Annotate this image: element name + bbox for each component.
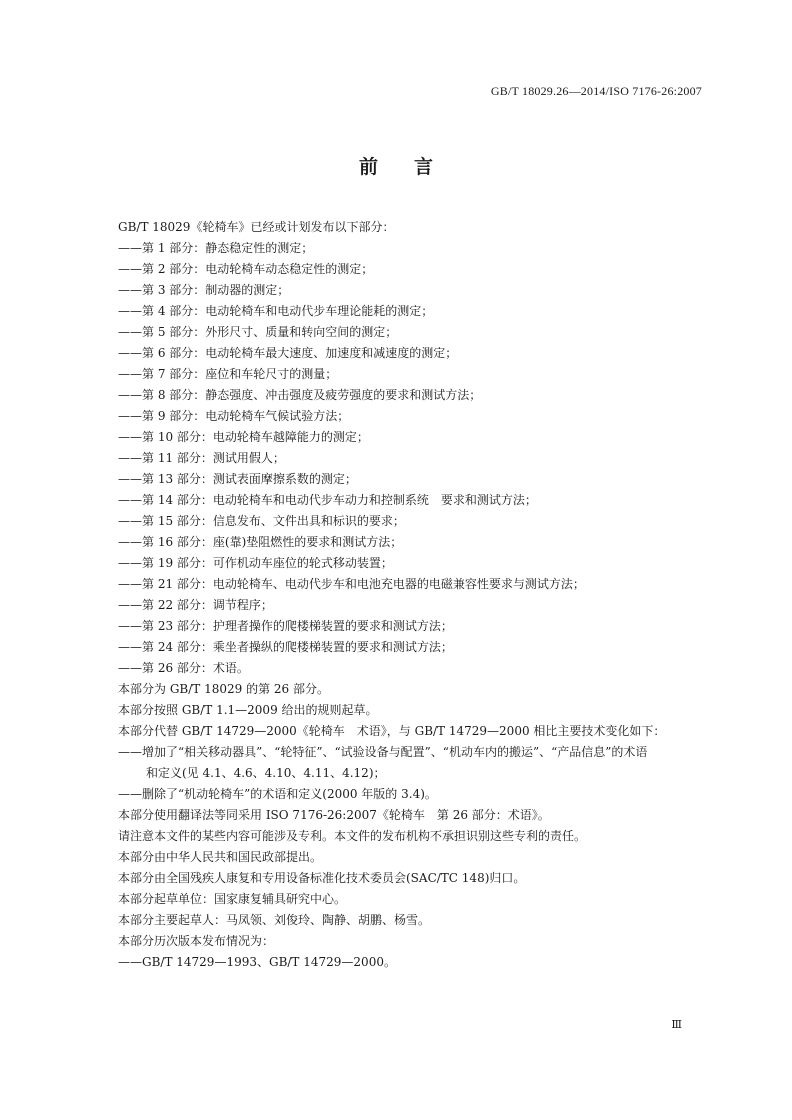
body-line: 本部分历次版本发布情况为： xyxy=(118,934,275,948)
body-line: ——GB/T 14729—1993、GB/T 14729—2000。 xyxy=(118,955,396,969)
body-line: ——第 23 部分：护理者操作的爬楼梯装置的要求和测试方法； xyxy=(118,619,453,633)
body-line: ——第 13 部分：测试表面摩擦系数的测定； xyxy=(118,472,357,486)
body-line: 请注意本文件的某些内容可能涉及专利。本文件的发布机构不承担识别这些专利的责任。 xyxy=(118,829,587,843)
foreword-body xyxy=(118,217,718,973)
body-line: ——第 22 部分：调节程序； xyxy=(118,598,273,612)
body-line: ——第 4 部分：电动轮椅车和电动代步车理论能耗的测定； xyxy=(118,304,434,318)
body-line: 本部分代替 GB/T 14729—2000《轮椅车 术语》，与 GB/T 14729—2000 相比主要技术变化如下： xyxy=(118,724,666,738)
body-line: 本部分按照 GB/T 1.1—2009 给出的规则起草。 xyxy=(118,703,378,717)
page-title: 前言 xyxy=(358,156,469,178)
body-line: ——第 5 部分：外形尺寸、质量和转向空间的测定； xyxy=(118,325,398,339)
body-line: ——第 1 部分：静态稳定性的测定； xyxy=(118,241,314,255)
body-line: 本部分主要起草人：马凤领、刘俊玲、陶静、胡鹏、杨雪。 xyxy=(118,913,431,927)
body-line: 本部分起草单位：国家康复辅具研究中心。 xyxy=(118,892,347,906)
body-line: ——第 11 部分：测试用假人； xyxy=(118,451,285,465)
body-line: ——第 15 部分：信息发布、文件出具和标识的要求； xyxy=(118,514,405,528)
body-line: ——增加了“相关移动器具”、“轮特征”、“试验设备与配置”、“机动车内的搬运”、“产品信息”的术语 xyxy=(118,745,648,759)
body-line: ——第 21 部分：电动轮椅车、电动代步车和电池充电器的电磁兼容性要求与测试方法； xyxy=(118,577,585,591)
standard-code-header: GB/T 18029.26—2014/ISO 7176-26:2007 xyxy=(490,84,702,98)
body-line: ——第 6 部分：电动轮椅车最大速度、加速度和减速度的测定； xyxy=(118,346,458,360)
body-line: ——第 7 部分：座位和车轮尺寸的测量； xyxy=(118,367,338,381)
body-line: GB/T 18029《轮椅车》已经或计划发布以下部分： xyxy=(118,220,395,234)
body-line: 本部分为 GB/T 18029 的第 26 部分。 xyxy=(118,682,329,696)
body-line: ——删除了“机动轮椅车”的术语和定义(2000 年版的 3.4)。 xyxy=(118,787,437,801)
body-line: 本部分由中华人民共和国民政部提出。 xyxy=(118,850,323,864)
page-number: Ⅲ xyxy=(671,1019,682,1031)
body-line: ——第 24 部分：乘坐者操纵的爬楼梯装置的要求和测试方法； xyxy=(118,640,453,654)
body-line: ——第 19 部分：可作机动车座位的轮式移动装置； xyxy=(118,556,393,570)
body-line: ——第 14 部分：电动轮椅车和电动代步车动力和控制系统 要求和测试方法； xyxy=(118,493,537,507)
body-line: ——第 26 部分：术语。 xyxy=(118,661,249,675)
body-line: ——第 8 部分：静态强度、冲击强度及疲劳强度的要求和测试方法； xyxy=(118,388,482,402)
body-line: ——第 2 部分：电动轮椅车动态稳定性的测定； xyxy=(118,262,374,276)
body-line: 和定义(见 4.1、4.6、4.10、4.11、4.12)； xyxy=(146,766,386,780)
body-line: ——第 9 部分：电动轮椅车气候试验方法； xyxy=(118,409,350,423)
body-line: ——第 16 部分：座(靠)垫阻燃性的要求和测试方法； xyxy=(118,535,403,549)
body-line: 本部分由全国残疾人康复和专用设备标准化技术委员会(SAC/TC 148)归口。 xyxy=(118,871,526,885)
body-line: ——第 10 部分：电动轮椅车越障能力的测定； xyxy=(118,430,369,444)
body-line: 本部分使用翻译法等同采用 ISO 7176-26:2007《轮椅车 第 26 部分：术语》。 xyxy=(118,808,550,822)
body-line: ——第 3 部分：制动器的测定； xyxy=(118,283,290,297)
